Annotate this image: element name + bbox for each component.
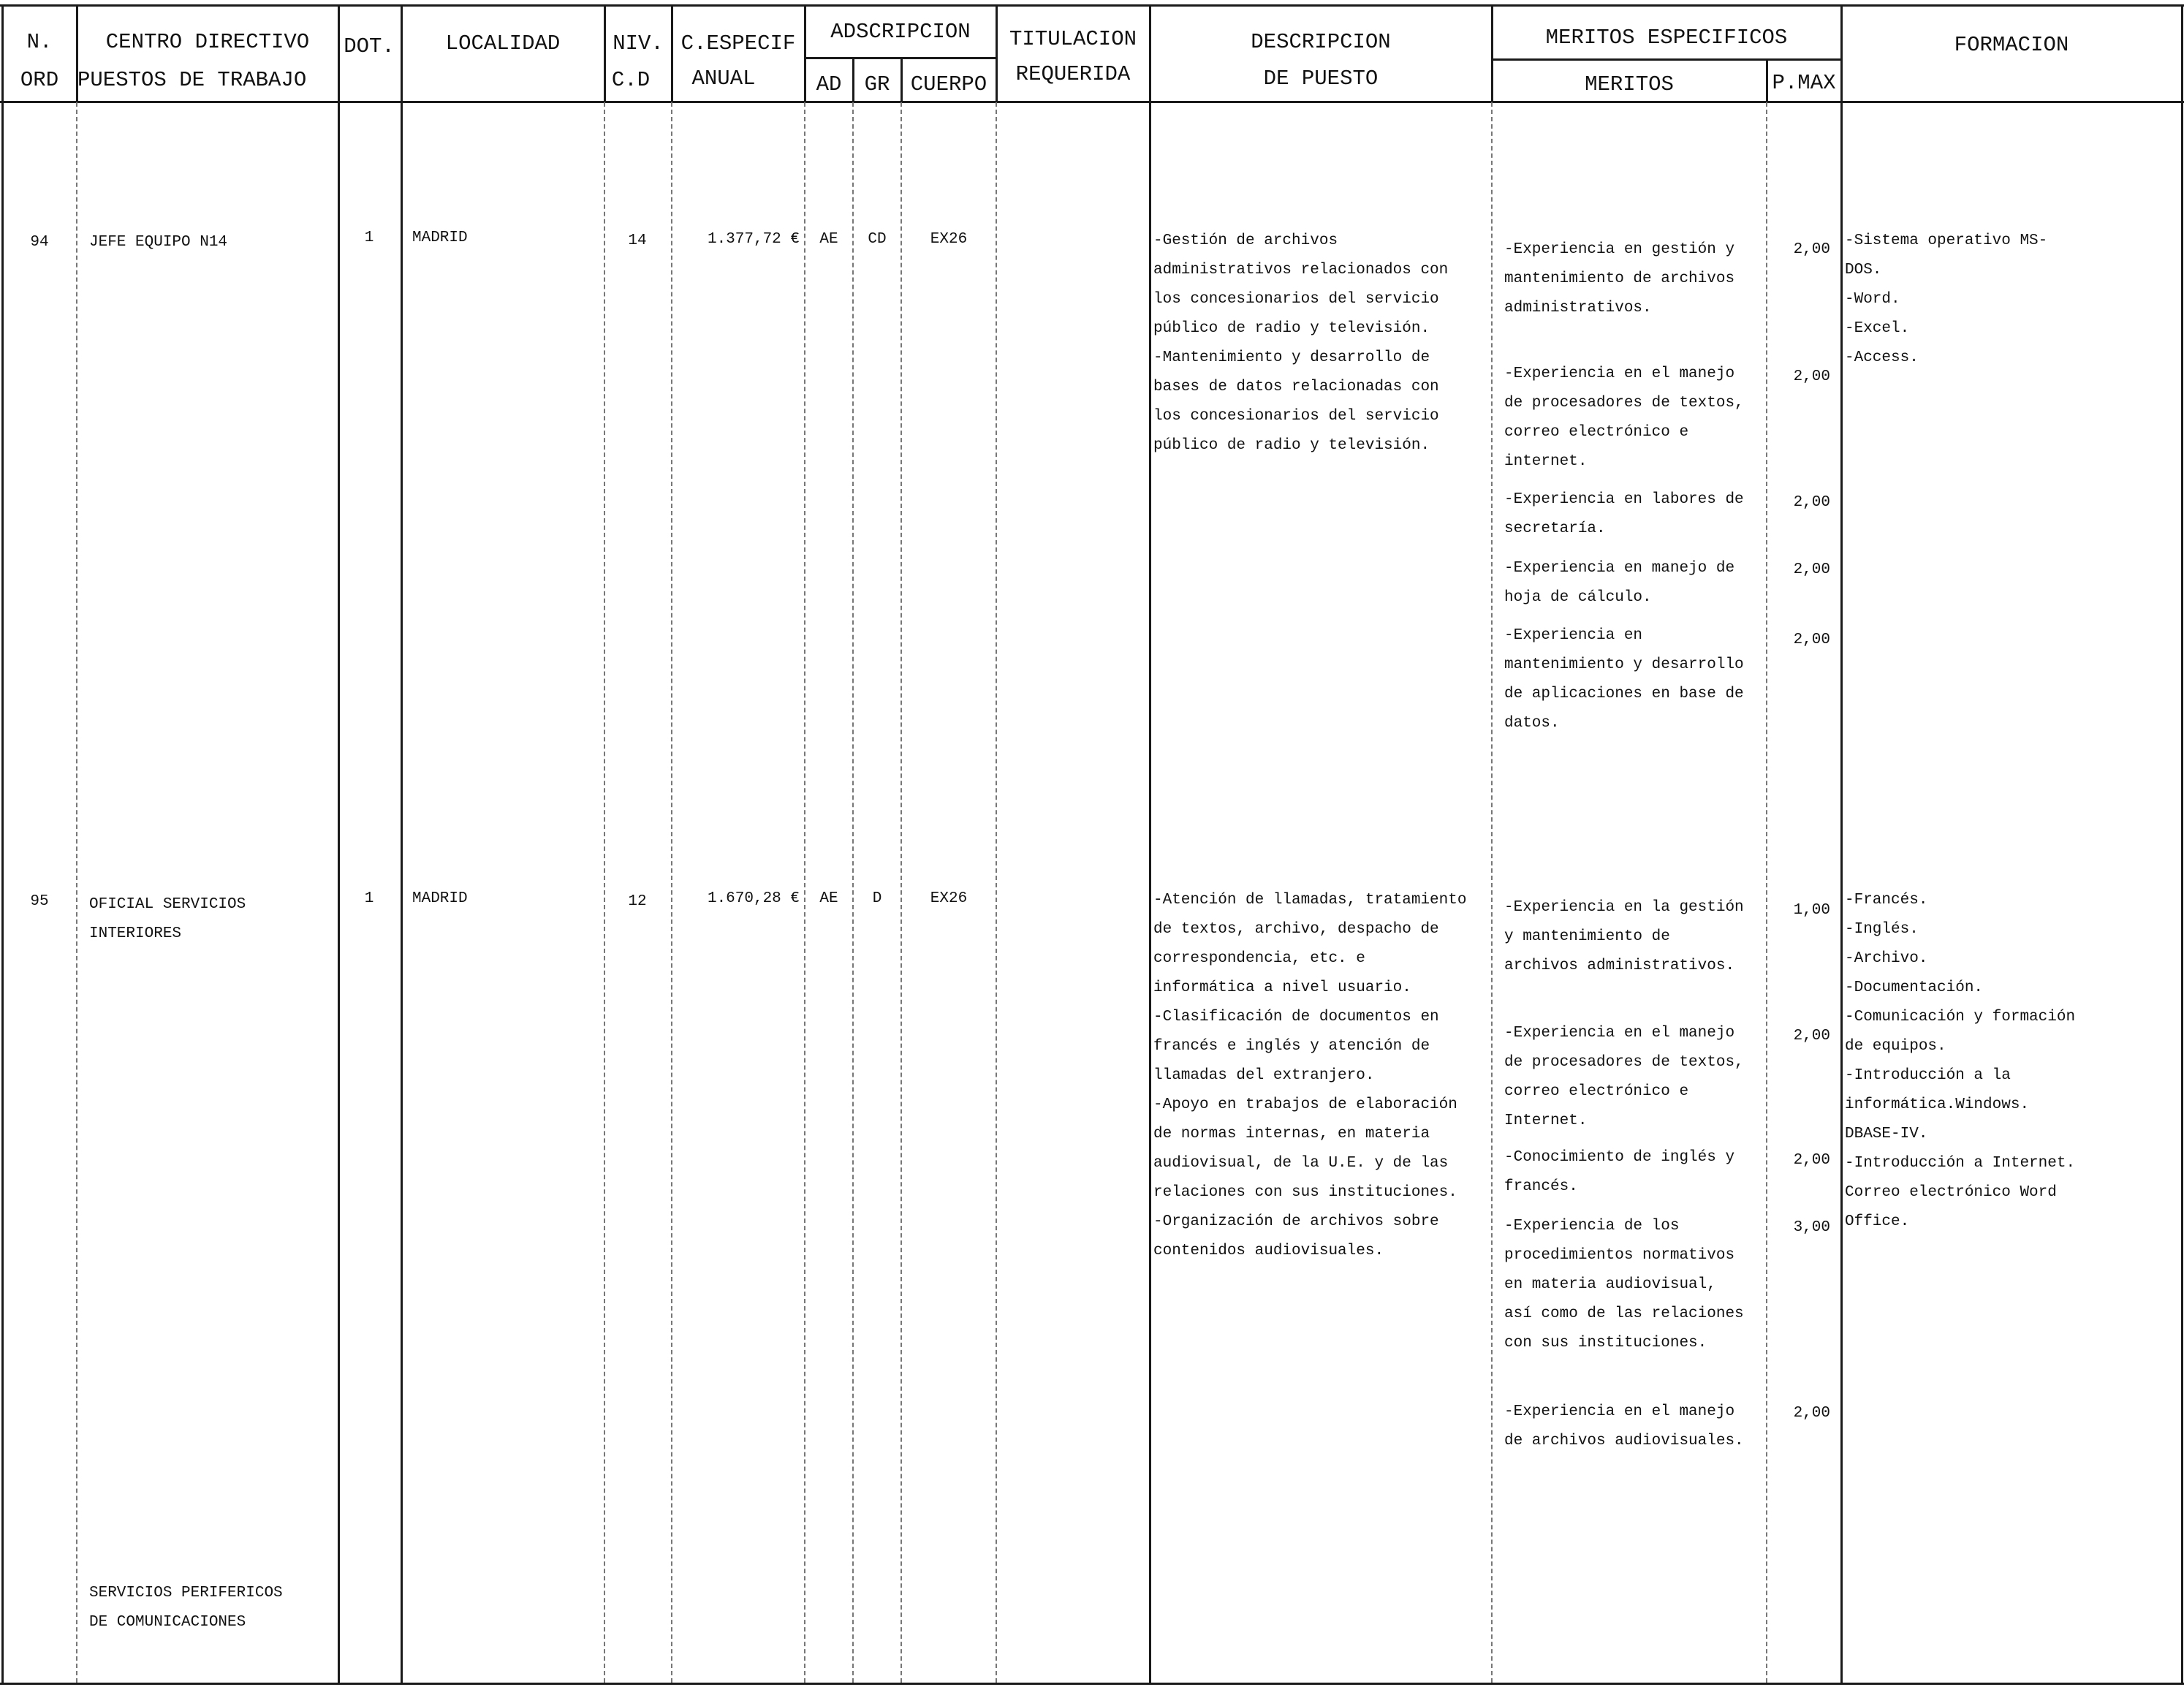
table-bottom-border	[0, 1683, 2184, 1685]
row-95-merito-4: -Experiencia de los procedimientos normativos en materia audiovisual, así como de las relaciones con sus instituciones.	[1504, 1218, 1744, 1352]
row-94-cuerpo: EX26	[930, 231, 968, 248]
row-94-pmax-1: 2,00	[1793, 241, 1830, 258]
row-94-merito-1: -Experiencia en gestión y mantenimiento de archivos administrativos.	[1504, 241, 1735, 316]
header-descripcion: DESCRIPCION	[1251, 30, 1391, 54]
header-adscripcion: ADSCRIPCION	[830, 20, 971, 44]
header-meritos-especificos: MERITOS ESPECIFICOS	[1545, 26, 1788, 50]
header-formacion: FORMACION	[1954, 33, 2069, 57]
row-94-descripcion-item: -Gestión de archivos administrativos relacionados con los concesionarios del servicio público de radio y televisión.	[1153, 232, 1449, 337]
row-94-pmax-2: 2,00	[1793, 368, 1830, 385]
row-94-merito-2: -Experiencia en el manejo de procesadores de textos, correo electrónico e internet.	[1504, 365, 1744, 470]
row-95-formacion-item: -Introducción a la informática.Windows. DBASE-IV.	[1845, 1067, 2030, 1142]
row-94-ad: AE	[819, 231, 838, 248]
row-95-descripcion-item: -Organización de archivos sobre contenidos audiovisuales.	[1153, 1213, 1439, 1259]
header-gr: GR	[864, 72, 890, 96]
row-95-formacion-item: -Francés.	[1845, 892, 1928, 909]
row-95-pmax-1: 1,00	[1793, 902, 1830, 919]
row-95-c-especif: 1.670,28 €	[707, 890, 800, 907]
header-localidad: LOCALIDAD	[445, 31, 561, 56]
row-95-localidad: MADRID	[412, 890, 468, 907]
row-94-merito-3: -Experiencia en labores de secretaría.	[1504, 491, 1744, 537]
header-bottom-border	[0, 101, 2184, 103]
row-94-pmax-4: 2,00	[1793, 561, 1830, 578]
header-cuerpo: CUERPO	[910, 72, 987, 96]
row-95-cuerpo: EX26	[930, 890, 968, 907]
row-95-n: 95	[30, 893, 49, 910]
header-dot: DOT.	[344, 34, 395, 58]
body-dash-9	[996, 102, 997, 1683]
header-p-max: P.MAX	[1772, 71, 1836, 95]
section-label-servicios-perifericos: SERVICIOS PERIFERICOS DE COMUNICACIONES	[89, 1585, 283, 1631]
row-95-descripcion	[1153, 886, 1475, 1266]
body-dash-12	[1766, 102, 1767, 1683]
header-de-puesto: DE PUESTO	[1263, 67, 1379, 91]
row-95-niv: 12	[628, 893, 647, 910]
row-95-ad: AE	[819, 890, 838, 907]
header-requerida: REQUERIDA	[1015, 62, 1131, 86]
row-94-descripcion	[1153, 227, 1475, 460]
row-94-localidad: MADRID	[412, 230, 468, 246]
row-94-n: 94	[30, 234, 49, 251]
row-95-formacion-item: -Documentación.	[1845, 979, 1984, 996]
row-94-niv: 14	[628, 232, 647, 249]
col-border-right	[2181, 4, 2183, 1684]
row-95-merito-3: -Conocimiento de inglés y francés.	[1504, 1149, 1735, 1195]
row-94-formacion-item: -Excel.	[1845, 320, 1910, 337]
row-94-formacion	[1845, 227, 2064, 373]
row-95-formacion-item: -Archivo.	[1845, 950, 1928, 967]
row-95-formacion-item: -Inglés.	[1845, 921, 1919, 938]
row-95-dot: 1	[364, 890, 374, 907]
row-94-pmax-5: 2,00	[1793, 632, 1830, 648]
header-cd: C.D	[611, 68, 651, 92]
row-94-merito-4: -Experiencia en manejo de hoja de cálculo.	[1504, 560, 1735, 606]
row-94-pmax-3: 2,00	[1793, 494, 1830, 511]
meritos-divider	[1491, 58, 1840, 61]
body-border-3	[401, 102, 403, 1683]
header-titulacion: TITULACION	[1009, 27, 1137, 51]
header-anual: ANUAL	[691, 67, 756, 91]
row-95-descripcion-item: -Atención de llamadas, tratamiento de textos, archivo, despacho de correspondencia, etc. e informática a nivel usuario.	[1153, 892, 1467, 996]
row-94-formacion-item: -Word.	[1845, 291, 1900, 308]
row-95-descripcion-item: -Clasificación de documentos en francés e inglés y atención de llamadas del extranjero.	[1153, 1009, 1439, 1084]
row-95-pmax-3: 2,00	[1793, 1152, 1830, 1169]
body-dash-1	[76, 102, 77, 1683]
table-top-border	[0, 4, 2184, 7]
row-94-dot: 1	[364, 230, 374, 246]
header-c-especif: C.ESPECIF	[680, 31, 796, 56]
header-puestos-trabajo: PUESTOS DE TRABAJO	[77, 68, 307, 92]
row-95-formacion	[1845, 886, 2093, 1237]
row-95-merito-5: -Experiencia en el manejo de archivos audiovisuales.	[1504, 1403, 1744, 1449]
header-centro-directivo: CENTRO DIRECTIVO	[105, 30, 310, 54]
row-94-puesto: JEFE EQUIPO N14	[89, 234, 228, 251]
row-95-merito-1: -Experiencia en la gestión y mantenimiento de archivos administrativos.	[1504, 899, 1744, 974]
row-95-pmax-5: 2,00	[1793, 1405, 1830, 1422]
row-95-merito-2: -Experiencia en el manejo de procesadores de textos, correo electrónico e Internet.	[1504, 1025, 1744, 1129]
body-dash-11	[1491, 102, 1493, 1683]
header-meritos: MERITOS	[1585, 72, 1674, 96]
row-94-formacion-item: -Access.	[1845, 349, 1919, 366]
row-94-gr: CD	[868, 231, 887, 248]
row-95-gr: D	[872, 890, 882, 907]
row-95-pmax-2: 2,00	[1793, 1028, 1830, 1045]
row-95-descripcion-item: -Apoyo en trabajos de elaboración de normas internas, en materia audiovisual, de la U.E. y de las relaciones con sus instituciones.	[1153, 1096, 1457, 1201]
body-border-10	[1149, 102, 1151, 1683]
row-94-formacion-item: -Sistema operativo MS-DOS.	[1845, 232, 2048, 278]
row-95-puesto: OFICIAL SERVICIOS INTERIORES	[89, 896, 246, 942]
row-95-formacion-item: -Introducción a Internet. Correo electrónico Word Office.	[1845, 1155, 2076, 1230]
body-border-13	[1840, 102, 1843, 1683]
row-94-merito-5: -Experiencia en mantenimiento y desarrollo de aplicaciones en base de datos.	[1504, 627, 1744, 732]
header-ord: ORD	[20, 68, 59, 92]
header-ad: AD	[816, 72, 842, 96]
header-niv: NIV.	[613, 31, 664, 56]
header-n: N.	[26, 30, 53, 54]
row-94-c-especif: 1.377,72 €	[707, 231, 800, 248]
row-95-formacion-item: -Comunicación y formación de equipos.	[1845, 1009, 2076, 1055]
row-94-descripcion-item: -Mantenimiento y desarrollo de bases de datos relacionadas con los concesionarios del servicio público de radio y televisión.	[1153, 349, 1439, 454]
row-95-pmax-4: 3,00	[1793, 1219, 1830, 1236]
